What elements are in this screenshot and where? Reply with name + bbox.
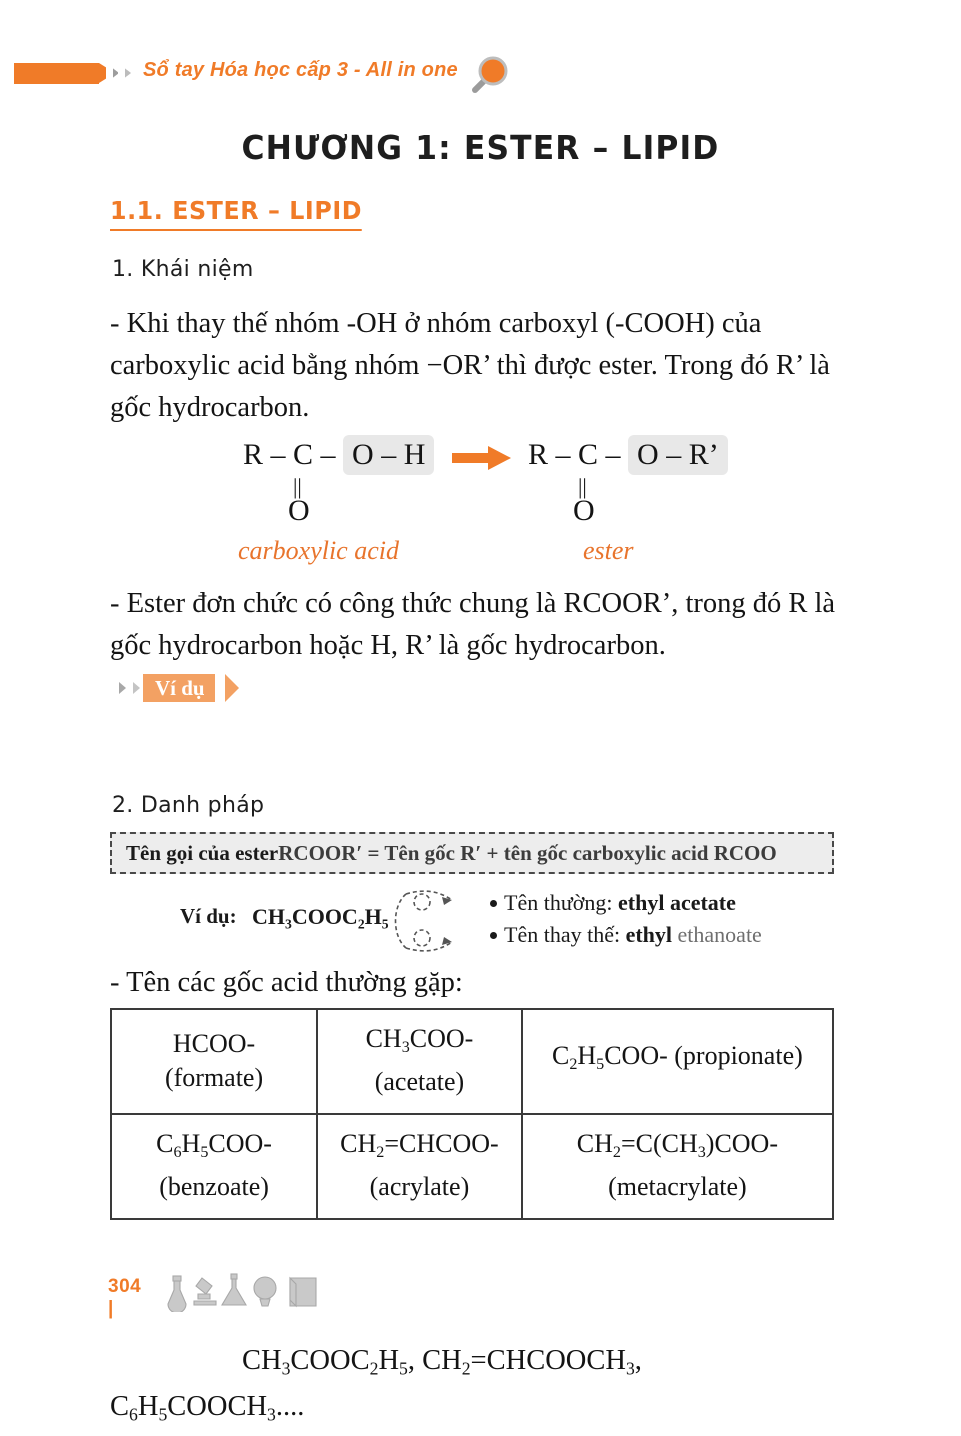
book-icon: [290, 1278, 316, 1306]
example-formula-line-2: $C_6H_5COOCH_3$....: [110, 1391, 305, 1425]
table-cell: $CH_2=C(CH_3)COO-$ (metacrylate): [522, 1114, 833, 1219]
reaction-scheme: [0, 432, 961, 572]
general-formula-paragraph: - Ester đơn chức có công thức chung là RCOOR’, trong đó R là gốc hydrocarbon hoặc H, R’ là gốc hydrocarbon.: [110, 588, 836, 661]
table-cell: $CH_2=CHCOO-$ (acrylate): [317, 1114, 522, 1219]
nomenclature-item-1: [504, 890, 736, 916]
header-orange-bar: [14, 63, 99, 84]
product-highlight-group: O – R’: [628, 435, 728, 475]
nomenclature-item-1-rest: acetate: [664, 890, 736, 915]
header-chevron-2-notch: [118, 63, 125, 84]
nomenclature-bullet-1: [490, 900, 497, 907]
table-row: [111, 1009, 833, 1114]
footer-science-icons: [160, 1268, 335, 1312]
acid-groups-paragraph: - Tên các gốc acid thường gặp:: [110, 967, 463, 998]
nomenclature-bullet-2: [490, 932, 497, 939]
subheading-nomenclature: 2. Danh pháp: [112, 793, 265, 818]
page-title: CHƯƠNG 1: ESTER – LIPID: [241, 128, 720, 167]
reactant-highlight-group: O – H: [343, 435, 434, 475]
subheading-concept: 1. Khái niệm: [112, 257, 254, 282]
header-chevron-1-notch: [106, 63, 113, 84]
concept-paragraph: - Khi thay thế nhóm -OH ở nhóm carboxyl (-COOH) của carboxylic acid bằng nhóm −OR’ thì được ester. Trong đó R’ là gốc hydrocarbon.: [110, 308, 830, 423]
example-badge-label: Ví dụ: [143, 674, 215, 702]
nomenclature-formula-bold: Tên gọi của ester: [126, 840, 279, 865]
table-cell: $C_6H_5COO-$ (benzoate): [111, 1114, 317, 1219]
example-chevron-2-notch: [126, 676, 133, 700]
product-carbonyl-oxygen: O: [573, 494, 595, 527]
example-formula-line-1: $CH_3COOC_2H_5$, $CH_2=CHCOOCH_3$,: [242, 1345, 642, 1379]
example-badge-row: [110, 668, 870, 720]
nomenclature-example: [110, 890, 870, 950]
nomenclature-item-2: [504, 922, 762, 948]
page-number: 304 |: [108, 1276, 142, 1319]
erlenmeyer-flask-icon: [222, 1274, 246, 1305]
table-cell: HCOO- (formate): [111, 1009, 317, 1114]
product-double-bond: ||: [578, 474, 587, 499]
reactant-double-bond: ||: [293, 474, 302, 499]
product-label: ester: [583, 536, 634, 565]
nomenclature-item-1-bold: ethyl: [618, 890, 665, 915]
nomenclature-formula-box: [110, 832, 834, 874]
nomenclature-item-2-prefix: Tên thay thế:: [504, 922, 626, 947]
right-arrow-icon: [452, 445, 512, 471]
microscope-icon: [194, 1278, 216, 1305]
nomenclature-formula-rest: RCOOR′ = Tên gốc R′ + tên gốc carboxylic acid RCOO: [278, 840, 777, 865]
product-formula: [528, 438, 728, 472]
nomenclature-example-formula: $CH_3COOC_2H_5$: [252, 904, 389, 932]
table-cell: $C_2H_5COO-$ (propionate): [522, 1009, 833, 1114]
table-cell: $CH_3COO-$ (acetate): [317, 1009, 522, 1114]
reactant-carbonyl-oxygen: O: [288, 494, 310, 527]
running-title: Sổ tay Hóa học cấp 3 - All in one: [143, 59, 458, 81]
section-title: 1.1. ESTER – LIPID: [110, 196, 362, 231]
reactant-label: carboxylic acid: [238, 536, 399, 565]
reactant-prefix: R – C –: [243, 438, 344, 471]
nomenclature-item-1-prefix: Tên thường:: [504, 890, 618, 915]
magnifier-icon: [462, 50, 514, 102]
flask-icon: [168, 1276, 186, 1312]
curved-dashed-arrows-icon: [392, 886, 502, 956]
example-chevron-1-notch: [112, 676, 119, 700]
nomenclature-item-2-bold: ethyl: [625, 922, 673, 947]
nomenclature-item-2-rest: ethanoate: [672, 922, 762, 947]
nomenclature-example-label: Ví dụ:: [180, 904, 237, 928]
lightbulb-icon: [254, 1277, 276, 1306]
example-badge-tip: [225, 674, 239, 702]
product-prefix: R – C –: [528, 438, 629, 471]
reactant-formula: [243, 438, 434, 472]
table-row: [111, 1114, 833, 1219]
acid-groups-table: [110, 1008, 834, 1220]
